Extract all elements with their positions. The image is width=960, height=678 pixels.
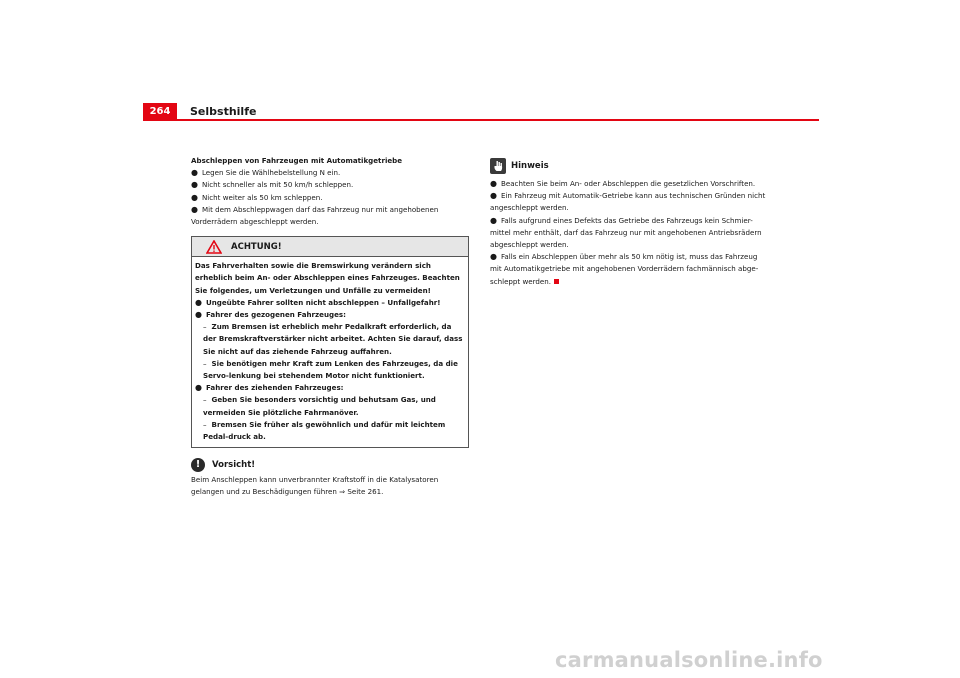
sub-list-item: – Bremsen Sie früher als gewöhnlich und dafür mit leichtem Pedal-druck ab. — [203, 419, 446, 442]
bullet-icon: ● — [490, 191, 497, 201]
bullet-icon: ● — [490, 252, 497, 262]
left-column — [191, 155, 469, 499]
list-item: ● Nicht weiter als 50 km schleppen. — [191, 192, 323, 202]
sub-list-item: – Sie benötigen mehr Kraft zum Lenken des Fahrzeuges, da die Servo-lenkung bei stehendem Motor nicht funktioniert. — [203, 358, 458, 381]
bullet-icon: ● — [191, 192, 198, 202]
section-heading: Abschleppen von Fahrzeugen mit Automatikgetriebe — [191, 156, 403, 165]
bullet-icon: ● — [195, 297, 202, 307]
list-item: ● Fahrer des ziehenden Fahrzeuges: — [195, 383, 344, 393]
bullet-icon: ● — [195, 383, 202, 393]
page-number: 264 — [143, 103, 177, 120]
warning-triangle-icon — [206, 240, 222, 254]
bullet-icon: ● — [490, 215, 497, 225]
caution-text: Beim Anschleppen kann unverbrannter Kraftstoff in die Katalysatoren gelangen und zu Beschädigungen führen ⇒ Seite 261. — [191, 475, 439, 497]
bullet-icon: ● — [490, 179, 497, 188]
warning-body — [192, 257, 468, 447]
list-item: ● Nicht schneller als mit 50 km/h schleppen. — [191, 180, 354, 190]
list-item: ● Ungeübte Fahrer sollten nicht abschleppen – Unfallgefahr! — [195, 297, 441, 307]
sub-list-item: – Zum Bremsen ist erheblich mehr Pedalkraft erforderlich, da der Bremskraftverstärker nicht arbeitet. Achten Sie darauf, dass Sie nicht auf das ziehende Fahrzeug auffahren. — [203, 322, 463, 356]
chapter-title: Selbsthilfe — [190, 105, 257, 118]
warning-header — [192, 237, 468, 257]
bullet-icon: ● — [191, 180, 198, 190]
warning-box — [191, 236, 469, 448]
bullet-icon: ● — [191, 168, 198, 178]
hint-header — [490, 158, 768, 174]
bullet-icon: ● — [195, 310, 202, 320]
right-column — [490, 158, 768, 288]
watermark: carmanualsonline.info — [555, 648, 823, 672]
list-item: ● Legen Sie die Wählhebelstellung N ein. — [191, 168, 341, 178]
caution-icon: ! — [191, 458, 205, 472]
list-item: ● Mit dem Abschleppwagen darf das Fahrzeug nur mit angehobenen Vorderrädern abgeschleppt werden. — [191, 204, 439, 227]
list-item: ● Ein Fahrzeug mit Automatik-Getriebe kann aus technischen Gründen nicht angeschleppt werden. — [490, 191, 766, 213]
sub-list-item: – Geben Sie besonders vorsichtig und behutsam Gas, und vermeiden Sie plötzliche Fahrmanöver. — [203, 395, 436, 417]
note-icon — [490, 158, 506, 174]
list-item: ● Beachten Sie beim An- oder Abschleppen die gesetzlichen Vorschriften. — [490, 179, 756, 188]
bullet-icon: ● — [191, 204, 198, 214]
caution-title: Vorsicht! — [212, 460, 256, 471]
hint-title: Hinweis — [511, 160, 549, 171]
warning-title: ACHTUNG! — [231, 241, 282, 252]
list-item: ● Falls ein Abschleppen über mehr als 50 km nötig ist, muss das Fahrzeug mit Automatikgetriebe mit angehobenen Vorderrädern fachmännisch abge-schleppt werden. — [490, 252, 759, 286]
warning-intro: Das Fahrverhalten sowie die Bremswirkung verändern sich erheblich beim An- oder Abschleppen eines Fahrzeuges. Beachten Sie folgendes, um Verletzungen und Unfälle zu vermeiden! — [195, 261, 460, 295]
end-of-section-icon — [554, 279, 559, 284]
list-item: ● Falls aufgrund eines Defekts das Getriebe des Fahrzeugs kein Schmier-mittel mehr enthält, darf das Fahrzeug nur mit angehobenen Antriebsrädern abgeschleppt werden. — [490, 215, 762, 250]
list-item: ● Fahrer des gezogenen Fahrzeuges: — [195, 310, 346, 320]
caution-header — [191, 458, 469, 472]
header-rule — [143, 119, 819, 121]
